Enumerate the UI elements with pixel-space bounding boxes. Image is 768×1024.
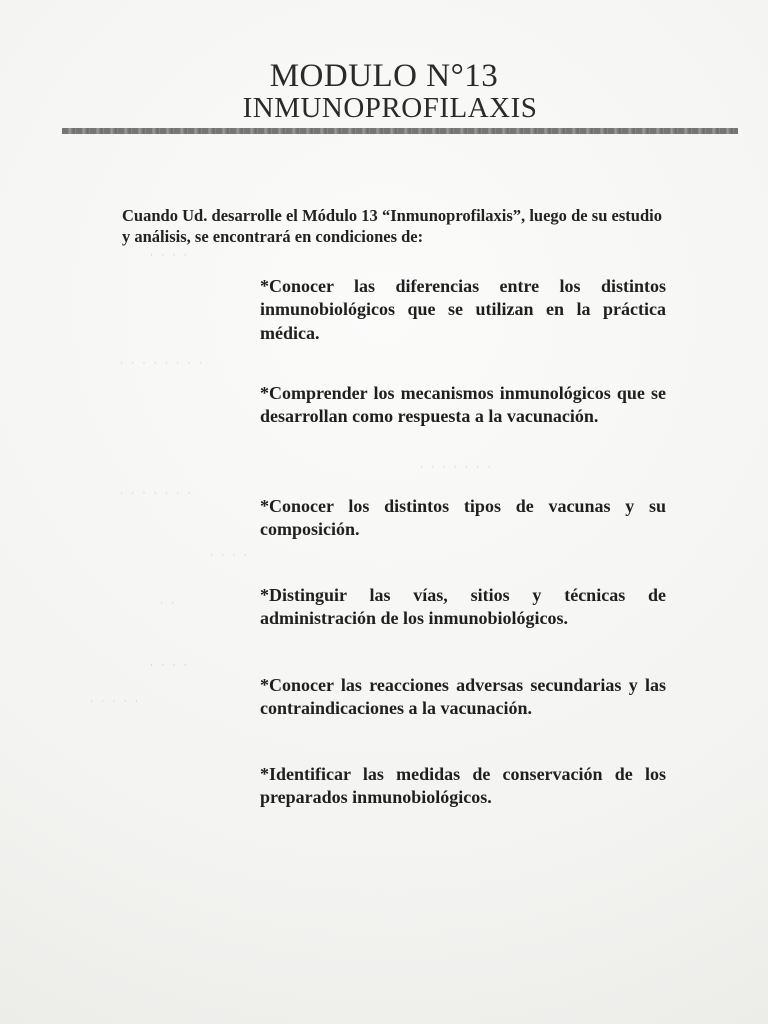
objective-item: *Identificar las medidas de conservación de los preparados inmunobiológicos. [260, 764, 666, 808]
title-divider [62, 128, 738, 134]
objective-item: *Conocer los distintos tipos de vacunas y su composición. [260, 496, 666, 540]
scan-noise: · · · · · · · [420, 462, 494, 472]
scan-noise: · · · · [150, 250, 190, 260]
objective-item: *Comprender los mecanismos inmunológicos que se desarrollan como respuesta a la vacunación. [260, 383, 666, 427]
scan-noise: · · · · [210, 550, 250, 560]
scan-noise: · · · · · · · · [120, 358, 205, 368]
scan-noise: · · [160, 598, 178, 608]
scan-noise: · · · · · [90, 696, 141, 706]
scan-noise: · · · · [150, 660, 190, 670]
objective-item: *Conocer las reacciones adversas secundarias y las contraindicaciones a la vacunación. [260, 675, 666, 719]
intro-paragraph: Cuando Ud. desarrolle el Módulo 13 “Inmunoprofilaxis”, luego de su estudio y análisis, se encontrará en condiciones de: [122, 205, 662, 246]
page-title: MODULO N°13 [269, 58, 499, 94]
objective-item: *Conocer las diferencias entre los distintos inmunobiológicos que se utilizan en la práctica médica. [260, 276, 666, 343]
scan-noise: · · · · · · · [120, 488, 194, 498]
objective-item: *Distinguir las vías, sitios y técnicas de administración de los inmunobiológicos. [260, 585, 666, 629]
page-subtitle: INMUNOPROFILAXIS [242, 92, 538, 124]
